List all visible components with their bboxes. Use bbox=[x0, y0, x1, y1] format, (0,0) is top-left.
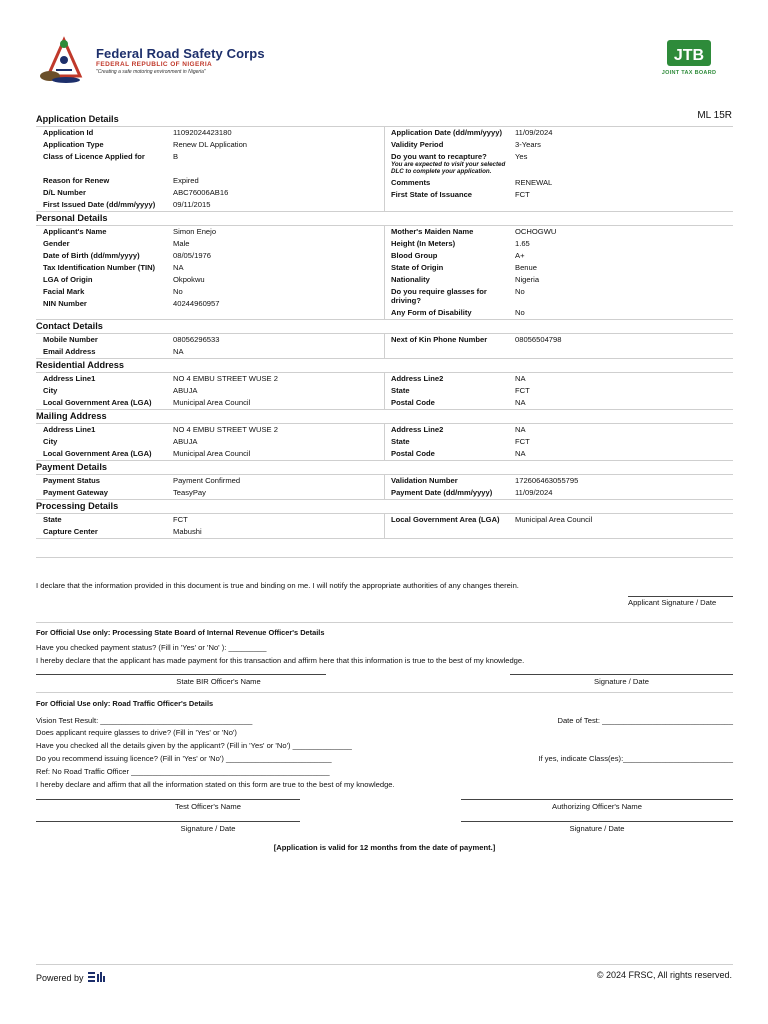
field-label bbox=[385, 335, 509, 344]
jtb-mark-icon bbox=[667, 38, 711, 68]
field-label bbox=[36, 188, 167, 197]
field-label bbox=[36, 287, 167, 296]
field-value: Municipal Area Council bbox=[515, 515, 593, 524]
field-label bbox=[36, 386, 167, 395]
field-row bbox=[36, 334, 384, 346]
field-label bbox=[36, 527, 167, 536]
field-label-text: Local Government Area (LGA) bbox=[43, 398, 152, 407]
right-column bbox=[385, 127, 733, 211]
frsc-crest-icon bbox=[36, 36, 92, 86]
field-label bbox=[385, 178, 509, 187]
declaration-text: I declare that the information provided in this document is true and binding on me. I will notify the appropriate authorities of any changes therein. bbox=[36, 581, 519, 590]
right-column bbox=[385, 373, 733, 409]
field-row bbox=[36, 151, 384, 163]
field-value: Municipal Area Council bbox=[173, 449, 251, 458]
bir-signature-line bbox=[510, 674, 733, 675]
field-label-text: Reason for Renew bbox=[43, 176, 110, 185]
field-row bbox=[385, 514, 733, 526]
field-row bbox=[36, 373, 384, 385]
field-row bbox=[385, 397, 733, 409]
field-row bbox=[385, 262, 733, 274]
field-value: Municipal Area Council bbox=[173, 398, 251, 407]
field-value: NA bbox=[515, 398, 526, 407]
field-label-text: Postal Code bbox=[391, 398, 435, 407]
field-value: 11/09/2024 bbox=[515, 128, 553, 137]
field-label-text: Date of Birth (dd/mm/yyyy) bbox=[43, 251, 140, 260]
field-label-text: Do you require glasses for driving? bbox=[391, 287, 487, 305]
right-column bbox=[385, 514, 733, 538]
field-label bbox=[36, 239, 167, 248]
field-label bbox=[385, 374, 509, 383]
section-title: Application Details bbox=[36, 114, 119, 124]
field-label-text: Email Address bbox=[43, 347, 96, 356]
field-row bbox=[36, 475, 384, 487]
field-label-text: Gender bbox=[43, 239, 70, 248]
test-officer-line bbox=[36, 799, 300, 800]
field-row bbox=[36, 448, 384, 460]
field-label-text: Validity Period bbox=[391, 140, 444, 149]
field-value: NA bbox=[173, 263, 184, 272]
section-title: Contact Details bbox=[36, 321, 103, 331]
field-row bbox=[36, 436, 384, 448]
field-value: FCT bbox=[173, 515, 188, 524]
rto-affirmation: I hereby declare and affirm that all the information stated on this form are true to the best of my knowledge. bbox=[36, 780, 395, 789]
field-label bbox=[36, 347, 167, 356]
left-column bbox=[36, 424, 385, 460]
field-label bbox=[385, 140, 509, 149]
field-label-text: Address Line1 bbox=[43, 425, 96, 434]
left-column bbox=[36, 373, 385, 409]
field-label-text: State bbox=[391, 437, 410, 446]
field-value: B bbox=[173, 152, 179, 161]
field-label-text: Capture Center bbox=[43, 527, 98, 536]
field-label-text: First Issued Date (dd/mm/yyyy) bbox=[43, 200, 156, 209]
field-value: 08/05/1976 bbox=[173, 251, 212, 260]
field-row bbox=[385, 139, 733, 151]
field-row bbox=[385, 286, 733, 307]
field-row bbox=[36, 226, 384, 238]
field-value: FCT bbox=[515, 386, 530, 395]
field-value: 1.65 bbox=[515, 239, 530, 248]
field-label-text: First State of Issuance bbox=[391, 190, 473, 199]
field-label-text: Nationality bbox=[391, 275, 430, 284]
field-label-text: Payment Date (dd/mm/yyyy) bbox=[391, 488, 493, 497]
field-row bbox=[36, 526, 384, 538]
field-label-text: Tax Identification Number (TIN) bbox=[43, 263, 156, 272]
authorizing-officer-line bbox=[461, 799, 733, 800]
field-label bbox=[385, 152, 509, 175]
divider bbox=[36, 557, 733, 558]
field-label-text: Next of Kin Phone Number bbox=[391, 335, 488, 344]
field-label bbox=[36, 437, 167, 446]
rto-section-title: For Official Use only: Road Traffic Officer's Details bbox=[36, 699, 214, 708]
field-value: 172606463055795 bbox=[515, 476, 579, 485]
field-value: No bbox=[173, 287, 183, 296]
field-value: NA bbox=[173, 347, 184, 356]
left-column bbox=[36, 514, 385, 538]
jtb-logo bbox=[654, 38, 724, 80]
field-label bbox=[385, 128, 509, 137]
field-label-text: Payment Status bbox=[43, 476, 100, 485]
field-label-text: City bbox=[43, 437, 58, 446]
field-value: 3-Years bbox=[515, 140, 541, 149]
powered-by bbox=[36, 972, 106, 983]
field-value: Yes bbox=[515, 152, 528, 161]
field-value: ABUJA bbox=[173, 437, 198, 446]
field-value: NO 4 EMBU STREET WUSE 2 bbox=[173, 425, 278, 434]
field-value: TeasyPay bbox=[173, 488, 206, 497]
provider-logo-icon bbox=[88, 972, 106, 982]
left-column bbox=[36, 226, 385, 319]
field-value: 11/09/2024 bbox=[515, 488, 553, 497]
section-body bbox=[36, 474, 733, 500]
field-label bbox=[36, 152, 167, 161]
field-row bbox=[385, 238, 733, 250]
field-label bbox=[36, 398, 167, 407]
field-label bbox=[385, 227, 509, 236]
field-label bbox=[36, 263, 167, 272]
rto-glasses-question: Does applicant require glasses to drive? (Fill in 'Yes' or 'No') bbox=[36, 728, 237, 737]
field-value: Nigeria bbox=[515, 275, 540, 284]
section-title: Mailing Address bbox=[36, 411, 107, 421]
field-label bbox=[36, 299, 167, 308]
field-label-text: NIN Number bbox=[43, 299, 87, 308]
divider bbox=[36, 692, 733, 693]
field-row bbox=[385, 127, 733, 139]
field-label bbox=[385, 515, 509, 524]
authorizing-officer-label: Authorizing Officer's Name bbox=[552, 802, 642, 811]
field-row bbox=[36, 346, 384, 358]
document-header bbox=[36, 36, 736, 88]
field-label-text: Validation Number bbox=[391, 476, 458, 485]
field-row bbox=[36, 139, 384, 151]
field-row bbox=[36, 385, 384, 397]
field-label-text: Application Id bbox=[43, 128, 94, 137]
bir-officer-label: State BIR Officer's Name bbox=[176, 677, 261, 686]
field-value: RENEWAL bbox=[515, 178, 553, 187]
test-officer-signature-label: Signature / Date bbox=[180, 824, 236, 833]
field-value: 11092024423180 bbox=[173, 128, 232, 137]
field-label bbox=[385, 190, 509, 199]
field-row bbox=[385, 189, 733, 201]
field-row bbox=[36, 286, 384, 298]
section-body bbox=[36, 225, 733, 320]
field-row bbox=[36, 262, 384, 274]
field-row bbox=[36, 199, 384, 211]
field-value: OCHOGWU bbox=[515, 227, 557, 236]
field-label bbox=[385, 308, 509, 317]
field-value: NO 4 EMBU STREET WUSE 2 bbox=[173, 374, 278, 383]
section-body bbox=[36, 126, 733, 212]
field-row bbox=[36, 175, 384, 187]
field-label-text: Payment Gateway bbox=[43, 488, 108, 497]
applicant-signature-line bbox=[628, 596, 733, 597]
test-officer-label: Test Officer's Name bbox=[175, 802, 241, 811]
field-label bbox=[36, 200, 167, 209]
field-row bbox=[36, 127, 384, 139]
field-note: You are expected to visit your selected DLC to complete your application. bbox=[391, 161, 506, 175]
right-column bbox=[385, 334, 733, 358]
section-body bbox=[36, 333, 733, 359]
field-label-text: Address Line2 bbox=[391, 425, 444, 434]
field-label bbox=[385, 437, 509, 446]
document-code: ML 15R bbox=[697, 110, 732, 121]
bir-payment-question: Have you checked payment status? (Fill in 'Yes' or 'No' ): _________ bbox=[36, 643, 267, 652]
field-label bbox=[36, 476, 167, 485]
section-body bbox=[36, 513, 733, 539]
field-value: 08056504798 bbox=[515, 335, 562, 344]
jtb-name: JOINT TAX BOARD bbox=[661, 70, 717, 76]
field-label-text: LGA of Origin bbox=[43, 275, 93, 284]
section-title: Processing Details bbox=[36, 501, 119, 511]
field-label-text: Any Form of Disability bbox=[391, 308, 472, 317]
field-label bbox=[385, 287, 509, 305]
left-column bbox=[36, 127, 385, 211]
field-row bbox=[385, 226, 733, 238]
field-row bbox=[385, 250, 733, 262]
field-label bbox=[36, 251, 167, 260]
field-value: Payment Confirmed bbox=[173, 476, 241, 485]
field-label bbox=[36, 374, 167, 383]
test-officer-signature-line bbox=[36, 821, 300, 822]
field-label-text: State bbox=[43, 515, 62, 524]
field-value: FCT bbox=[515, 437, 530, 446]
rto-date-of-test: Date of Test: _______________________________ bbox=[557, 716, 733, 725]
rto-recommend-question: Do you recommend issuing licence? (Fill in 'Yes' or 'No') _________________________ bbox=[36, 754, 332, 763]
field-label bbox=[385, 239, 509, 248]
field-label bbox=[36, 335, 167, 344]
bir-section-title: For Official Use only: Processing State Board of Internal Revenue Officer's Details bbox=[36, 628, 325, 637]
left-column bbox=[36, 334, 385, 358]
field-row bbox=[36, 187, 384, 199]
field-row bbox=[36, 238, 384, 250]
validity-note: [Application is valid for 12 months from the date of payment.] bbox=[273, 843, 496, 852]
field-label bbox=[36, 425, 167, 434]
applicant-signature-label: Applicant Signature / Date bbox=[628, 598, 717, 607]
field-label-text: Height (In Meters) bbox=[391, 239, 456, 248]
section-title: Personal Details bbox=[36, 213, 108, 223]
authorizing-officer-signature-line bbox=[461, 821, 733, 822]
field-label bbox=[385, 398, 509, 407]
bir-declaration: I hereby declare that the applicant has made payment for this transaction and affirm here that this information is true to the best of my knowledge. bbox=[36, 656, 525, 665]
field-label-text: Application Type bbox=[43, 140, 104, 149]
field-value: 09/11/2015 bbox=[173, 200, 211, 209]
divider bbox=[36, 622, 733, 623]
field-label-text: State of Origin bbox=[391, 263, 444, 272]
field-label bbox=[36, 449, 167, 458]
field-label bbox=[385, 476, 509, 485]
field-value: Male bbox=[173, 239, 190, 248]
field-row bbox=[385, 373, 733, 385]
field-label bbox=[36, 488, 167, 497]
field-value: Expired bbox=[173, 176, 199, 185]
field-label-text: Do you want to recapture? bbox=[391, 152, 487, 161]
authorizing-officer-signature-label: Signature / Date bbox=[569, 824, 625, 833]
field-value: Mabushi bbox=[173, 527, 202, 536]
field-row bbox=[36, 514, 384, 526]
field-label-text: Address Line2 bbox=[391, 374, 444, 383]
rto-vision-test: Vision Test Result: ____________________________________ bbox=[36, 716, 253, 725]
field-row bbox=[385, 177, 733, 189]
section-title: Residential Address bbox=[36, 360, 124, 370]
field-row bbox=[385, 436, 733, 448]
field-label bbox=[36, 140, 167, 149]
field-value: A+ bbox=[515, 251, 525, 260]
field-value: NA bbox=[515, 374, 526, 383]
field-label bbox=[36, 128, 167, 137]
field-row bbox=[385, 487, 733, 499]
field-value: 40244960957 bbox=[173, 299, 220, 308]
field-label-text: Postal Code bbox=[391, 449, 435, 458]
field-label bbox=[36, 275, 167, 284]
field-value: FCT bbox=[515, 190, 530, 199]
field-label-text: Blood Group bbox=[391, 251, 438, 260]
field-label-text: Application Date (dd/mm/yyyy) bbox=[391, 128, 502, 137]
field-row bbox=[385, 334, 733, 346]
field-label-text: Facial Mark bbox=[43, 287, 85, 296]
field-label-text: Local Government Area (LGA) bbox=[43, 449, 152, 458]
field-label bbox=[385, 488, 509, 497]
field-label bbox=[385, 449, 509, 458]
right-column bbox=[385, 475, 733, 499]
field-label bbox=[36, 227, 167, 236]
footer-divider bbox=[36, 964, 733, 965]
field-value: Benue bbox=[515, 263, 537, 272]
copyright: © 2024 FRSC, All rights reserved. bbox=[596, 970, 732, 980]
field-row bbox=[385, 274, 733, 286]
org-name: Federal Road Safety Corps bbox=[96, 46, 265, 61]
field-label bbox=[385, 386, 509, 395]
field-value: No bbox=[515, 308, 525, 317]
field-row bbox=[36, 397, 384, 409]
org-slogan: "Creating a safe motoring environment in Nigeria" bbox=[96, 69, 206, 75]
field-label bbox=[385, 251, 509, 260]
field-row bbox=[385, 307, 733, 319]
field-row bbox=[385, 151, 733, 177]
section-body bbox=[36, 423, 733, 461]
field-label bbox=[385, 263, 509, 272]
field-label bbox=[36, 515, 167, 524]
field-value: 08056296533 bbox=[173, 335, 220, 344]
field-label-text: Comments bbox=[391, 178, 431, 187]
powered-by-label: Powered by bbox=[36, 973, 84, 983]
rto-ref: Ref: No Road Traffic Officer _______________________________________________ bbox=[36, 767, 330, 776]
field-label-text: City bbox=[43, 386, 58, 395]
field-row bbox=[385, 385, 733, 397]
jtb-mark: JTB bbox=[673, 47, 705, 64]
field-label-text: Mother's Maiden Name bbox=[391, 227, 474, 236]
right-column bbox=[385, 226, 733, 319]
bir-officer-line bbox=[36, 674, 326, 675]
field-label-text: Applicant's Name bbox=[43, 227, 107, 236]
field-row bbox=[36, 274, 384, 286]
section-title: Payment Details bbox=[36, 462, 107, 472]
field-label-text: State bbox=[391, 386, 410, 395]
field-row bbox=[385, 475, 733, 487]
field-value: Okpokwu bbox=[173, 275, 205, 284]
right-column bbox=[385, 424, 733, 460]
field-label-text: Address Line1 bbox=[43, 374, 96, 383]
field-row bbox=[36, 250, 384, 262]
field-row bbox=[36, 487, 384, 499]
left-column bbox=[36, 475, 385, 499]
bir-signature-label: Signature / Date bbox=[594, 677, 649, 686]
field-row bbox=[36, 424, 384, 436]
rto-class-field: If yes, indicate Class(es):__________________________ bbox=[538, 754, 733, 763]
field-value: Renew DL Application bbox=[173, 140, 248, 149]
section-body bbox=[36, 372, 733, 410]
field-value: ABC76006AB16 bbox=[173, 188, 229, 197]
field-label bbox=[385, 425, 509, 434]
field-label-text: Mobile Number bbox=[43, 335, 98, 344]
rto-checked-question: Have you checked all the details given by the applicant? (Fill in 'Yes' or 'No') ______________ bbox=[36, 741, 352, 750]
field-row bbox=[385, 424, 733, 436]
field-value: No bbox=[515, 287, 525, 296]
application-form bbox=[36, 113, 733, 539]
field-label bbox=[385, 275, 509, 284]
field-value: ABUJA bbox=[173, 386, 198, 395]
field-value: NA bbox=[515, 449, 526, 458]
field-value: NA bbox=[515, 425, 526, 434]
field-row bbox=[385, 448, 733, 460]
field-label-text: Local Government Area (LGA) bbox=[391, 515, 500, 524]
field-row bbox=[36, 298, 384, 310]
field-label-text: D/L Number bbox=[43, 188, 86, 197]
field-value: Simon Enejo bbox=[173, 227, 217, 236]
row-spacer bbox=[36, 163, 384, 175]
field-label-text: Class of Licence Applied for bbox=[43, 152, 145, 161]
org-subtitle: FEDERAL REPUBLIC OF NIGERIA bbox=[96, 61, 213, 68]
field-label bbox=[36, 176, 167, 185]
